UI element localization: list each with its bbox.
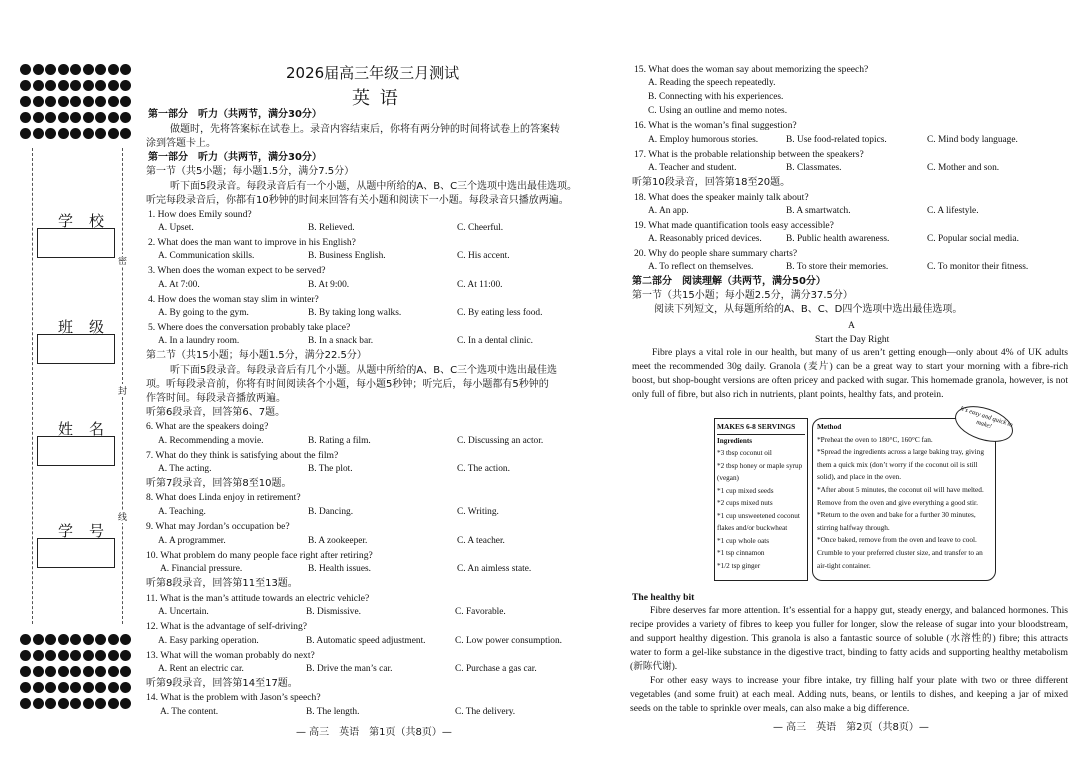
school-field[interactable] (37, 228, 115, 258)
dots-row (20, 112, 133, 124)
paragraph-2: Fibre deserves far more attention. It’s essential for a happy gut, steady energy, and balanced hormones. This recipe provides a variety of fibres to keep you fuller for longer, slow the release of sugar into your bloodstream, and support healthy digestion. This granola is also a fantastic source of soluble (水溶性的) fibre; this attracts water to form a gel-like substance in the digestive tract, binding to fatty acids and supporting healthy metabolism (新陈代谢). (630, 605, 1068, 672)
cut-line (32, 148, 33, 624)
option-c[interactable]: C. Favorable. (455, 607, 506, 617)
recording-note: 听第9段录音，回答第14至17题。 (146, 678, 298, 689)
option-c[interactable]: C. Mother and son. (927, 163, 1000, 173)
dot (70, 650, 81, 661)
dot (70, 128, 81, 139)
recording-note: 听第6段录音，回答第6、7题。 (146, 407, 286, 418)
seal-char: 封 (118, 384, 127, 397)
servings-label: MAKES 6-8 SERVINGS (717, 421, 805, 435)
dot (58, 698, 69, 709)
dot (95, 650, 106, 661)
dot (95, 128, 106, 139)
part1-title: 第一部分 听力（共两节，满分30分） (148, 152, 322, 163)
dot (95, 666, 106, 677)
dot (70, 112, 81, 123)
option-a[interactable]: A. Financial pressure. (160, 564, 243, 574)
dot (70, 634, 81, 645)
option-b[interactable]: B. Drive the man’s car. (306, 664, 393, 674)
option-c[interactable]: C. His accent. (457, 251, 510, 261)
dots-row (20, 634, 133, 646)
option-b[interactable]: B. Classmates. (786, 163, 842, 173)
question-3: 3. When does the woman expect to be served? (148, 265, 326, 276)
dot (20, 634, 31, 645)
option-a[interactable]: A. Communication skills. (158, 251, 255, 261)
option-b[interactable]: B. Connecting with his experiences. (648, 92, 784, 102)
dots-row (20, 96, 133, 108)
page-footer: — 高三 英语 第1页（共8页）— (296, 727, 452, 738)
ingredients-box (714, 418, 808, 581)
question-10: 10. What problem do many people face right after retiring? (146, 550, 373, 561)
option-b[interactable]: B. Business English. (308, 251, 386, 261)
option-b[interactable]: B. The length. (306, 707, 360, 717)
option-a[interactable]: A. The content. (160, 707, 219, 717)
dot (120, 666, 131, 677)
dot (20, 666, 31, 677)
method-step: *Return to the oven and bake for a further 30 minutes, stirring halfway through. (817, 510, 976, 532)
dot (120, 634, 131, 645)
dot (45, 650, 56, 661)
option-b[interactable]: B. Automatic speed adjustment. (306, 636, 426, 646)
dot (33, 128, 44, 139)
option-a[interactable]: A. Teaching. (158, 507, 206, 517)
ingredient-item: *3 tbsp coconut oil (717, 449, 772, 457)
option-b[interactable]: B. By taking long walks. (308, 308, 402, 318)
subject-title: 英 语 (352, 88, 400, 109)
seal-char: 线 (118, 510, 127, 523)
option-a[interactable]: A. By going to the gym. (158, 308, 249, 318)
dots-row (20, 682, 133, 694)
dot (45, 64, 56, 75)
dot (70, 96, 81, 107)
dot (120, 96, 131, 107)
option-c[interactable]: C. By eating less food. (457, 308, 543, 318)
dot (58, 64, 69, 75)
part1-intro: 做题时，先将答案标在试卷上。录音内容结束后，你将有两分钟的时间将试卷上的答案转 (170, 124, 560, 135)
dot (45, 634, 56, 645)
dot (58, 96, 69, 107)
passage-letter: A (848, 320, 855, 331)
dot (83, 698, 94, 709)
dot (70, 666, 81, 677)
dot (58, 634, 69, 645)
dots-row (20, 666, 133, 678)
dot (120, 698, 131, 709)
option-a[interactable]: A. In a laundry room. (158, 336, 240, 346)
dot (20, 64, 31, 75)
method-step: *Spread the ingredients across a large baking tray, giving them a quick mix (don’t worry if the coconut oil is still solid), and place in the oven. (817, 447, 984, 482)
dot (45, 698, 56, 709)
dot (33, 698, 44, 709)
dot (95, 682, 106, 693)
method-step: *After about 5 minutes, the coconut oil will have melted. Remove from the oven and give everything a good stir. (817, 484, 984, 507)
ingredient-item: *1 cup whole oats (717, 536, 770, 545)
option-c[interactable]: C. A teacher. (457, 536, 505, 546)
dot (83, 80, 94, 91)
option-b[interactable]: B. Rating a film. (308, 436, 371, 446)
question-2: 2. What does the man want to improve in his English? (148, 237, 356, 248)
ingredient-item: *1 tsp cinnamon (717, 549, 765, 557)
dot (33, 112, 44, 123)
dot (58, 80, 69, 91)
option-c[interactable]: C. The action. (457, 464, 510, 474)
option-a[interactable]: A. Reasonably priced devices. (648, 234, 762, 244)
section1-intro: 听下面5段录音。每段录音后有一个小题，从题中所给的A、B、C三个选项中选出最佳选项。 (170, 181, 578, 192)
dots-row (20, 128, 133, 140)
option-c[interactable]: C. Discussing an actor. (457, 436, 544, 446)
dot (20, 96, 31, 107)
option-b[interactable]: B. Public health awareness. (786, 234, 890, 244)
question-11: 11. What is the man’s attitude towards an electric vehicle? (146, 593, 370, 604)
section2-intro: 听下面5段录音。每段录音后有几个小题。从题中所给的A、B、C三个选项中选出最佳选 (170, 365, 558, 376)
dot (33, 650, 44, 661)
dot (20, 650, 31, 661)
section2-title: 第二节（共15小题；每小题1.5分，满分22.5分） (146, 350, 367, 361)
dot (70, 698, 81, 709)
dot (108, 112, 119, 123)
dot (45, 128, 56, 139)
dot (108, 80, 119, 91)
dot (33, 682, 44, 693)
option-c[interactable]: C. To monitor their fitness. (927, 262, 1029, 272)
question-8: 8. What does Linda enjoy in retirement? (146, 492, 301, 503)
option-a[interactable]: A. Upset. (158, 223, 194, 233)
option-b[interactable]: B. Dismissive. (306, 607, 361, 617)
dot (20, 128, 31, 139)
dot (33, 80, 44, 91)
part1-intro: 涂到答题卡上。 (146, 138, 216, 149)
dot (108, 650, 119, 661)
dot (83, 96, 94, 107)
dot (120, 128, 131, 139)
paragraph-1: Fibre plays a vital role in our health, but many of us aren’t getting enough—only about 4% of UK adults meet the recommended 30g daily. Granola (麦片) can be a great way to start your morning with a fibre-rich boost, but shop-bought versions are often pricey and packed with sugar. This homemade granola, however, is not only full of fibre, but also rich in nutrients, plant points, healthy fats, and protein. (632, 347, 1068, 400)
dots-row (20, 80, 133, 92)
name-label: 姓名 (58, 420, 121, 438)
dot (58, 682, 69, 693)
dot (83, 634, 94, 645)
dot (108, 64, 119, 75)
dot (20, 80, 31, 91)
dots-row (20, 64, 133, 76)
dot (83, 64, 94, 75)
dot (95, 80, 106, 91)
dot (45, 666, 56, 677)
dot (70, 64, 81, 75)
option-a[interactable]: A. Recommending a movie. (158, 436, 264, 446)
option-b[interactable]: B. Relieved. (308, 223, 355, 233)
exam-title: 2026届高三年级三月测试 (286, 64, 460, 82)
dot (33, 64, 44, 75)
dot (33, 634, 44, 645)
dot (20, 112, 31, 123)
section2-intro: 项。听每段录音前，你将有时间阅读各个小题，每小题5秒钟；听完后，每小题都有5秒钟的 (146, 379, 549, 390)
dot (95, 112, 106, 123)
question-16: 16. What is the woman’s final suggestion? (634, 120, 797, 131)
ingredient-item: *1 cup mixed seeds (717, 486, 774, 495)
method-title: Method (817, 422, 842, 431)
dot (95, 96, 106, 107)
dot (83, 666, 94, 677)
option-a[interactable]: A. Uncertain. (158, 607, 209, 617)
option-c[interactable]: C. Low power consumption. (455, 636, 563, 646)
question-14: 14. What is the problem with Jason’s speech? (146, 692, 321, 703)
class-field[interactable] (37, 334, 115, 364)
part2-title: 第二部分 阅读理解（共两节，满分50分） (632, 276, 826, 287)
section1-title: 第一节（共5小题；每小题1.5分，满分7.5分） (146, 166, 355, 177)
dot (45, 112, 56, 123)
question-12: 12. What is the advantage of self-driving? (146, 621, 307, 632)
dot (95, 698, 106, 709)
dot (108, 666, 119, 677)
ingredient-item: *1 cup unsweetened coconut flakes and/or buckwheat (717, 511, 800, 532)
dot (58, 650, 69, 661)
school-label: 学校 (58, 212, 121, 230)
name-field[interactable] (37, 436, 115, 466)
option-b[interactable]: B. A zookeeper. (308, 536, 368, 546)
question-6: 6. What are the speakers doing? (146, 421, 269, 432)
option-c[interactable]: C. In a dental clinic. (457, 336, 534, 346)
question-7: 7. What do they think is satisfying about the film? (146, 450, 339, 461)
option-b[interactable]: B. To store their memories. (786, 262, 889, 272)
option-a[interactable]: A. Employ humorous stories. (648, 135, 759, 145)
dot (33, 96, 44, 107)
part2-section1: 第一节（共15小题；每小题2.5分，满分37.5分） (632, 290, 853, 301)
dot (70, 682, 81, 693)
question-1: 1. How does Emily sound? (148, 209, 252, 220)
dot (108, 128, 119, 139)
seal-char: 密 (118, 254, 127, 267)
option-b[interactable]: B. Health issues. (308, 564, 372, 574)
method-step: *Preheat the oven to 180°C, 160°C fan. (817, 434, 933, 444)
page-footer: — 高三 英语 第2页（共8页）— (773, 722, 929, 733)
option-a[interactable]: A. Easy parking operation. (158, 636, 259, 646)
option-a[interactable]: A. An app. (648, 206, 689, 216)
paragraph-3: For other easy ways to increase your fibre intake, try filling half your plate with two or three different vegetables (and some fruit) at each meal. Adding nuts, beans, or lentils to dishes, and keeping a jar of mixed seeds on the table to sprinkle over meals, can also make a big difference. (630, 675, 1068, 714)
student-id-label: 学号 (58, 522, 121, 540)
dot (45, 96, 56, 107)
dot (95, 64, 106, 75)
option-c[interactable]: C. Popular social media. (927, 234, 1019, 244)
question-9: 9. What may Jordan’s occupation be? (146, 521, 290, 532)
dot (108, 698, 119, 709)
part1-title: 第一部分 听力（共两节，满分30分） (148, 109, 322, 120)
dot (45, 682, 56, 693)
dot (95, 634, 106, 645)
option-b[interactable]: B. Use food-related topics. (786, 135, 887, 145)
ingredients-title: Ingredients (717, 436, 753, 445)
option-c[interactable]: C. The delivery. (455, 707, 516, 717)
dot (20, 698, 31, 709)
option-c[interactable]: C. Writing. (457, 507, 499, 517)
option-c[interactable]: C. Using an outline and memo notes. (648, 106, 788, 116)
dot (120, 682, 131, 693)
option-c[interactable]: C. A lifestyle. (927, 206, 979, 216)
section2-intro: 作答时间。每段录音播放两遍。 (146, 393, 286, 404)
option-a[interactable]: A. The acting. (158, 464, 212, 474)
ingredient-item: *1/2 tsp ginger (717, 561, 761, 570)
question-19: 19. What made quantification tools easy accessible? (634, 220, 834, 231)
dot (83, 682, 94, 693)
question-17: 17. What is the probable relationship between the speakers? (634, 149, 864, 160)
easy-quick-badge: It's easy and quick to make! (951, 400, 1018, 449)
question-18: 18. What does the speaker mainly talk about? (634, 192, 809, 203)
question-4: 4. How does the woman stay slim in winter? (148, 294, 319, 305)
dot (58, 666, 69, 677)
dot (20, 682, 31, 693)
dot (120, 80, 131, 91)
option-b[interactable]: B. At 9:00. (308, 280, 350, 290)
dot (58, 128, 69, 139)
recording-note: 听第8段录音，回答第11至13题。 (146, 578, 298, 589)
dot (83, 128, 94, 139)
dot (83, 112, 94, 123)
dot (120, 112, 131, 123)
dot (108, 634, 119, 645)
method-step: *Once baked, remove from the oven and leave to cool. Crumble to your preferred cluster size, and transfer to an air-tight container. (817, 535, 983, 570)
dot (70, 80, 81, 91)
dot (120, 650, 131, 661)
option-a[interactable]: A. Rent an electric car. (158, 664, 244, 674)
dots-row (20, 650, 133, 662)
option-b[interactable]: B. The plot. (308, 464, 353, 474)
option-b[interactable]: B. Dancing. (308, 507, 354, 517)
dot (120, 64, 131, 75)
option-c[interactable]: C. At 11:00. (457, 280, 503, 290)
option-a[interactable]: A. Reading the speech repeatedly. (648, 78, 776, 88)
question-20: 20. Why do people share summary charts? (634, 248, 798, 259)
passage-title: Start the Day Right (815, 334, 890, 345)
recording-note: 听第7段录音，回答第8至10题。 (146, 478, 292, 489)
option-c[interactable]: C. Purchase a gas car. (455, 664, 537, 674)
dot (58, 112, 69, 123)
option-b[interactable]: B. In a snack bar. (308, 336, 374, 346)
option-a[interactable]: A. To reflect on themselves. (648, 262, 754, 272)
dot (45, 80, 56, 91)
question-15: 15. What does the woman say about memorizing the speech? (634, 64, 869, 75)
question-13: 13. What will the woman probably do next? (146, 650, 315, 661)
dot (33, 666, 44, 677)
dot (83, 650, 94, 661)
dot (108, 96, 119, 107)
option-c[interactable]: C. Mind body language. (927, 135, 1018, 145)
section1-intro: 听完每段录音后，你都有10秒钟的时间来回答有关小题和阅读下一小题。每段录音只播放两遍。 (146, 195, 569, 206)
ingredient-item: *2 tbsp honey or maple syrup (vegan) (717, 461, 803, 482)
option-a[interactable]: A. At 7:00. (158, 280, 200, 290)
class-label: 班级 (58, 318, 121, 336)
dot (108, 682, 119, 693)
ingredient-item: *2 cups mixed nuts (717, 499, 773, 507)
part2-intro: 阅读下列短文，从每题所给的A、B、C、D四个选项中选出最佳选项。 (654, 304, 963, 315)
option-a[interactable]: A. Teacher and student. (648, 163, 737, 173)
dots-row (20, 698, 133, 710)
healthy-bit-title: The healthy bit (632, 592, 695, 603)
option-c[interactable]: C. An aimless state. (457, 564, 532, 574)
option-a[interactable]: A. A programmer. (158, 536, 226, 546)
student-id-field[interactable] (37, 538, 115, 568)
question-5: 5. Where does the conversation probably take place? (148, 322, 351, 333)
option-b[interactable]: B. A smartwatch. (786, 206, 851, 216)
recording-note: 听第10段录音，回答第18至20题。 (632, 177, 791, 188)
option-c[interactable]: C. Cheerful. (457, 223, 504, 233)
method-box (812, 418, 996, 581)
